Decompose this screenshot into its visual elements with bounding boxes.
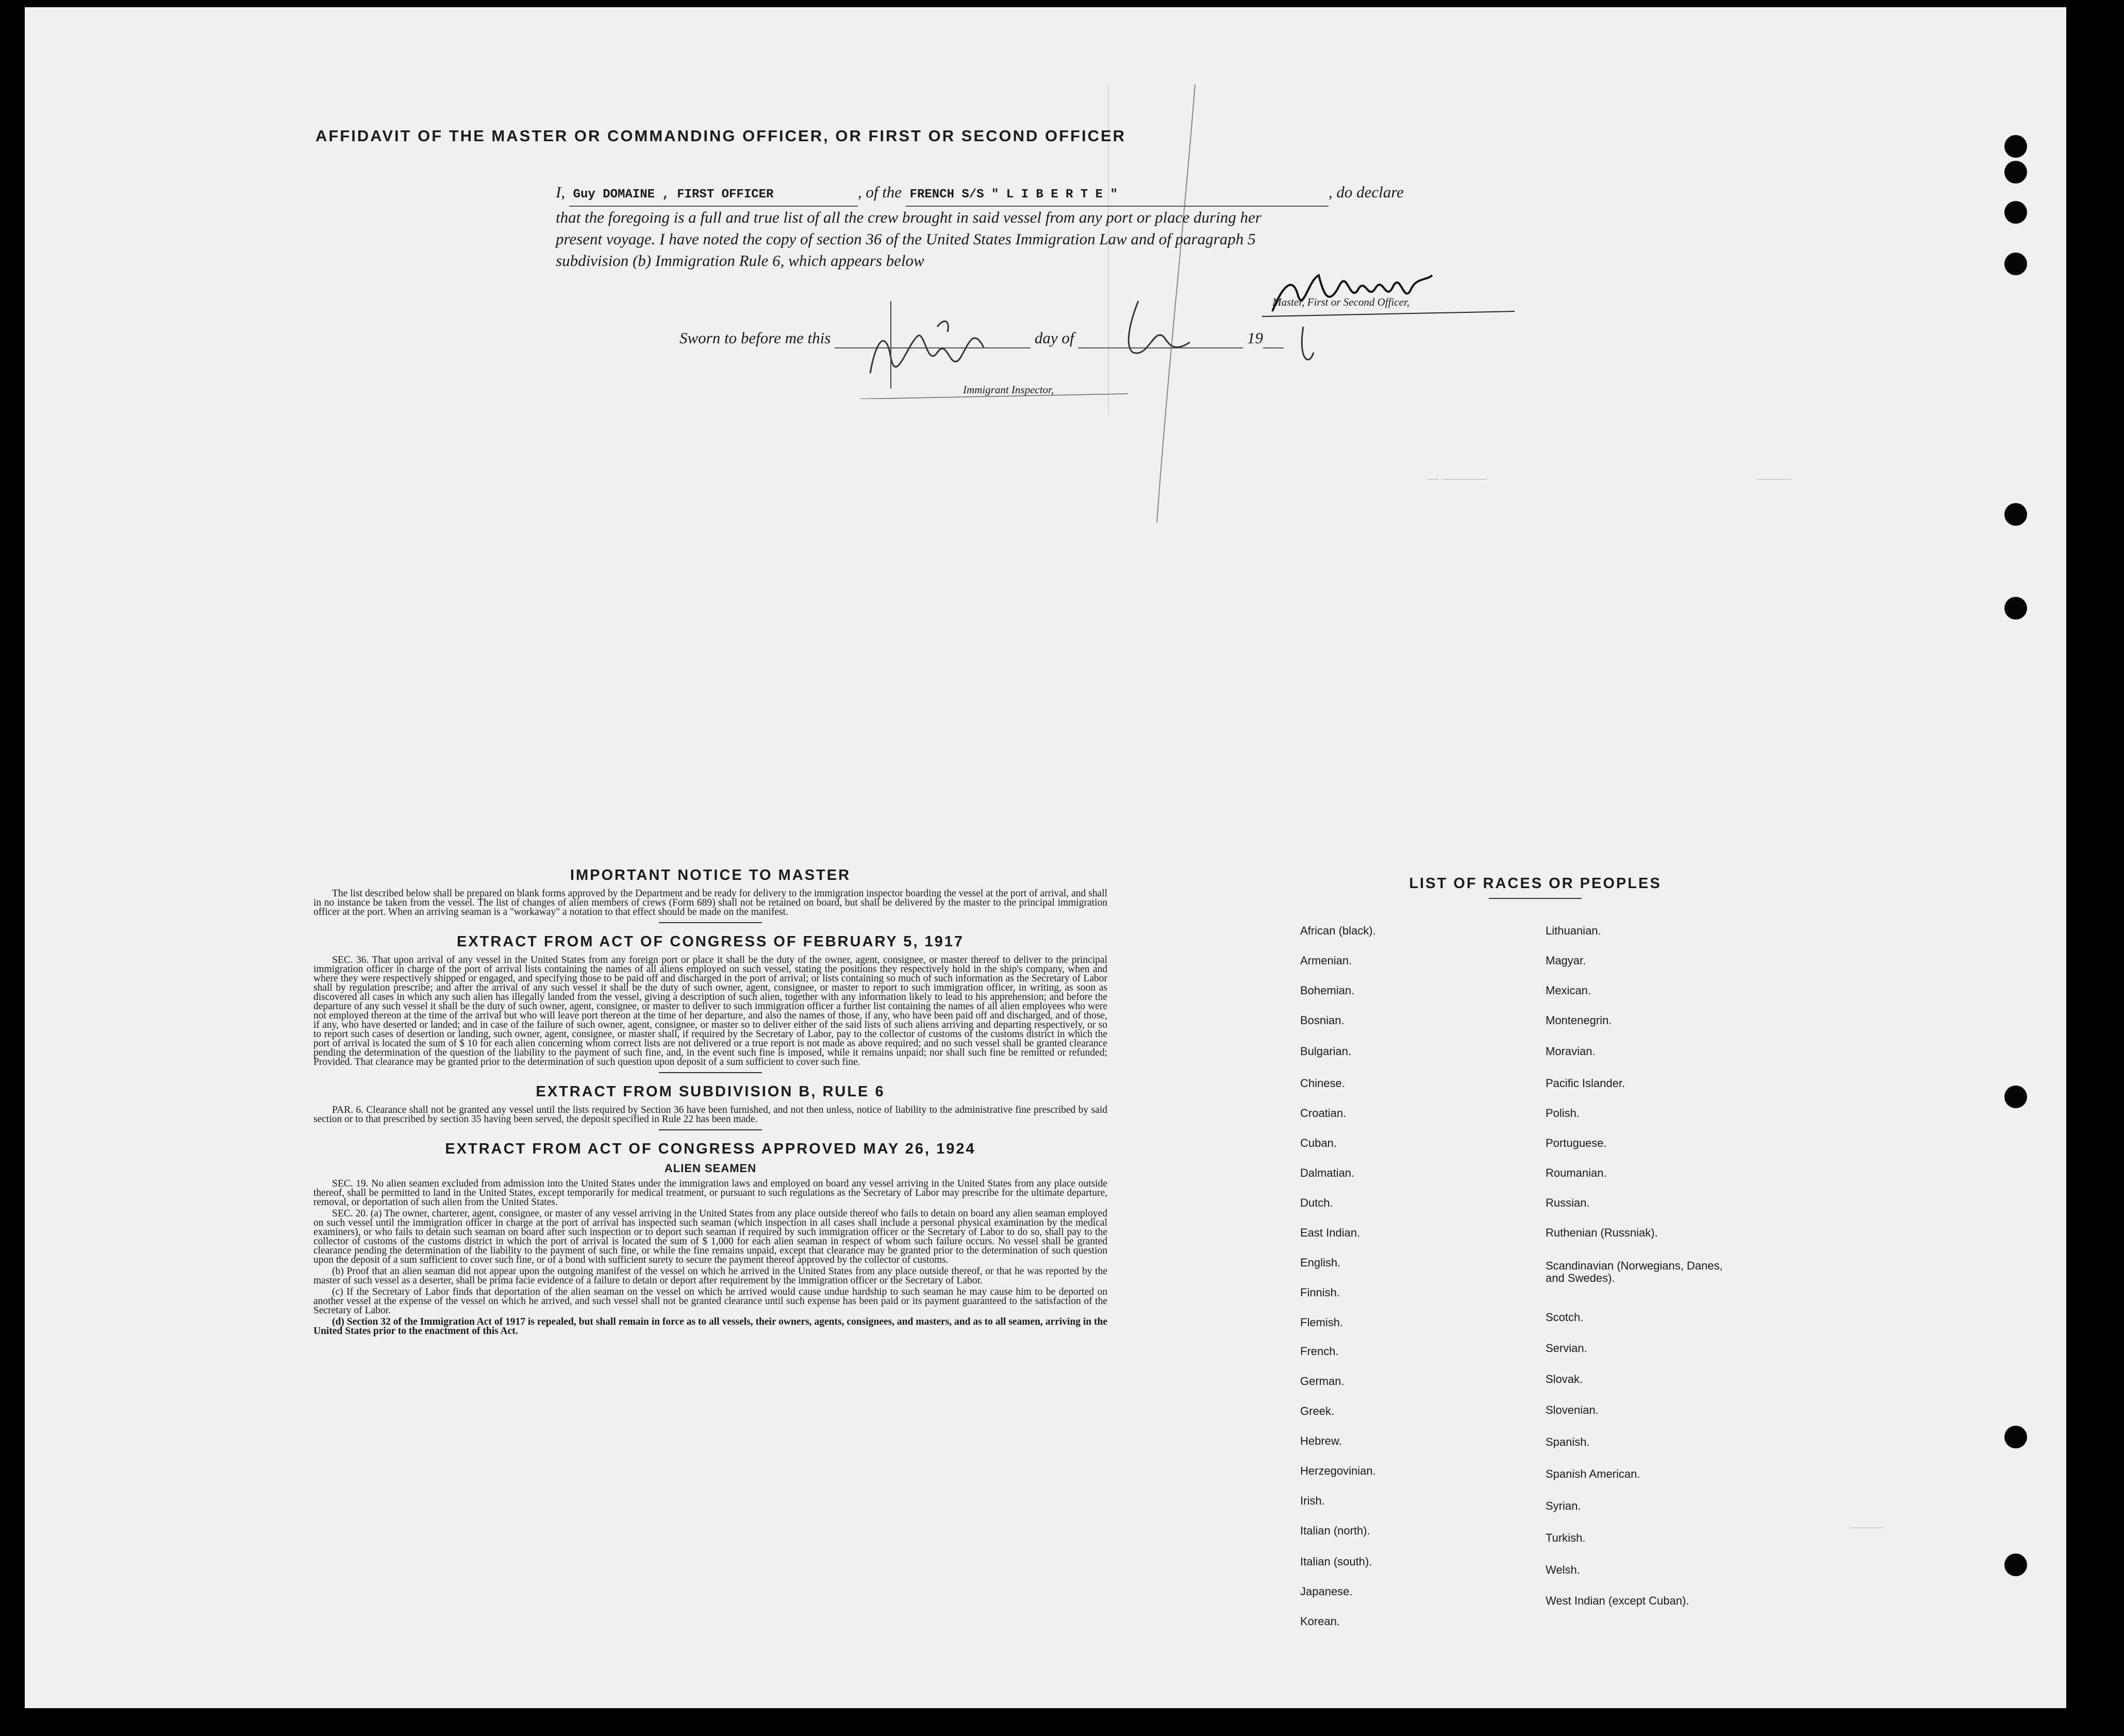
declaration-do-declare: , do declare — [1328, 183, 1404, 201]
race-item: Korean. — [1300, 1615, 1340, 1628]
race-item: Polish. — [1546, 1107, 1580, 1120]
extract-1924-sec20c: (c) If the Secretary of Labor finds that deportation of the alien seaman on the vessel on which he arrived would cause undue hardship to such seaman he may cause him to be deported on another vessel at the expense of the vessel on which he arrived, and such vessel shall not be granted clearance until such expense has been paid or its payment guaranteed to the satisfaction of the Secretary of Labor. — [313, 1287, 1107, 1316]
extract-1924-subtitle: ALIEN SEAMEN — [664, 1162, 757, 1175]
notice-text: The list described below shall be prepared on blank forms approved by the Department and be ready for delivery to the immigration inspector boarding the vessel at the port of arrival, and shall in no instance be taken from the vessel. The list of changes of alien members of crews (Form 689) shall not be retained on board, but shall be delivered by the master to the principal immigration officer at the port. When an arriving seaman is a "workaway" a notation to that effect should be made on the manifest. — [313, 888, 1107, 917]
sworn-label: Sworn to before me this — [679, 329, 831, 347]
race-item: German. — [1300, 1375, 1345, 1388]
race-item: Welsh. — [1546, 1563, 1580, 1576]
punch-hole — [2004, 1554, 2027, 1576]
race-item: Spanish American. — [1546, 1467, 1640, 1480]
race-item: Flemish. — [1300, 1316, 1343, 1329]
extract-rule6-title: EXTRACT FROM SUBDIVISION B, RULE 6 — [536, 1083, 885, 1100]
extract-1917-text: SEC. 36. That upon arrival of any vessel in the United States from any foreign port or place it shall be the duty of the owner, agent, consignee, or master thereof to deliver to the principal immigration officer in charge of the port of arrival lists containing the names of all aliens employed on such vessel, stating the positions they respectively hold in the ship's company, when and where they were respectively shipped or engaged, and specifying those to be paid off and discharged in the port of arrival; or lists containing so much of such information as the Secretary of Labor shall by regulation prescribe; and after the arrival of any such vessel it shall be the duty of such owner, agent, consignee, or master to report to such immigration officer, in writing, as soon as discovered all cases in which any such alien has illegally landed from the vessel, giving a description of such alien, together with any information likely to lead to his apprehension; and before the departure of any such vessel it shall be the duty of such owner, agent, consignee, or master to deliver to such immigration officer a further list containing the names of all alien employees who were not employed thereon at the time of the arrival but who will leave port thereon at the time of her departure, and also the names of those, if any, who have been paid off and discharged, and of those, if any, who have deserted or landed; and in case of the failure of such owner, agent, consignee, or master so to deliver either of the said lists of such aliens arriving and departing respectively, or so to report such cases of desertion or landing, such owner, agent, consignee, or master shall, if required by the Secretary of Labor, pay to the collector of customs of the customs district in which the port of arrival is located the sum of $ 10 for each alien concerning whom correct lists are not delivered or a true report is not made as above required; and no such vessel shall be granted clearance pending the determination of the question of the liability to the payment of such fine, and, in the event such fine is imposed, while it remains unpaid; nor shall such fine be remitted or refunded; Provided. That clearance may be granted prior to the determination of such question upon deposit of a sum sufficient to cover such fine. — [313, 955, 1107, 1067]
race-item: Bohemian. — [1300, 984, 1355, 997]
race-item: Italian (south). — [1300, 1555, 1372, 1568]
day-of-label: day of — [1034, 329, 1074, 347]
race-item: Turkish. — [1546, 1531, 1586, 1544]
race-item: Bosnian. — [1300, 1014, 1345, 1027]
declaration-line-3: present voyage. I have noted the copy of section 36 of the United States Immigration Law and of paragraph 5 — [556, 230, 1256, 248]
declaration-line-2: that the foregoing is a full and true list of all the crew brought in said vessel from any port or place during her — [556, 208, 1262, 226]
race-item: Syrian. — [1546, 1499, 1581, 1512]
race-item: Servian. — [1546, 1342, 1587, 1355]
punch-hole — [2004, 135, 2027, 158]
race-item: Magyar. — [1546, 954, 1586, 967]
race-item: Spanish. — [1546, 1435, 1590, 1448]
punch-hole — [2004, 1086, 2027, 1108]
inspector-signature — [860, 296, 1401, 399]
race-item: French. — [1300, 1345, 1339, 1358]
document-page — [25, 7, 2066, 1708]
race-item: East Indian. — [1300, 1226, 1360, 1239]
race-item: Herzegovinian. — [1300, 1464, 1376, 1477]
year-prefix: 19 — [1247, 329, 1263, 347]
extract-1917-title: EXTRACT FROM ACT OF CONGRESS OF FEBRUARY 5, 1917 — [456, 933, 965, 950]
affidavit-title: AFFIDAVIT OF THE MASTER OR COMMANDING OFFICER, OR FIRST OR SECOND OFFICER — [315, 127, 1126, 145]
bleed-through-text: ――― — [1850, 1521, 1884, 1533]
officer-name-field: Guy DOMAINE , FIRST OFFICER — [573, 188, 774, 202]
race-item: Slovak. — [1546, 1373, 1583, 1386]
race-item: Chinese. — [1300, 1077, 1345, 1090]
race-item: Russian. — [1546, 1196, 1590, 1209]
bleed-through-text: ――― — [1757, 472, 1791, 485]
race-item: Irish. — [1300, 1494, 1325, 1507]
race-item: Cuban. — [1300, 1137, 1337, 1149]
race-item: Croatian. — [1300, 1107, 1347, 1120]
punch-hole — [2004, 161, 2027, 183]
race-item: Ruthenian (Russniak). — [1546, 1226, 1658, 1239]
race-item: Bulgarian. — [1300, 1045, 1352, 1058]
extract-1924-sec20d: (d) Section 32 of the Immigration Act of 1917 is repealed, but shall remain in force as to all vessels, their owners, agents, consignees, and masters, and as to all seamen, arriving in the United States prior to the enactment of this Act. — [313, 1316, 1107, 1337]
race-item: West Indian (except Cuban). — [1546, 1594, 1689, 1607]
race-item: Greek. — [1300, 1405, 1335, 1417]
race-item: Finnish. — [1300, 1286, 1340, 1299]
race-item: Japanese. — [1300, 1585, 1353, 1598]
punch-hole — [2004, 503, 2027, 526]
race-item: Roumanian. — [1546, 1166, 1607, 1179]
affidavit-declaration — [556, 181, 1535, 272]
race-item: Dutch. — [1300, 1196, 1333, 1209]
declaration-of-the: , of the — [857, 183, 902, 201]
extract-1924-sec19: SEC. 19. No alien seamen excluded from admission into the United States under the immigration laws and employed on board any vessel arriving in the United States from any place outside thereof, shall be permitted to land in the United States, except temporarily for medical treatment, or pursuant to such regulations as the Secretary of Labor may prescribe for the ultimate departure, removal, or deportation of such alien from the United States. — [313, 1178, 1107, 1208]
race-item: Montenegrin. — [1546, 1014, 1612, 1027]
officer-title-label: Master, First or Second Officer, — [1272, 296, 1409, 308]
race-item: Armenian. — [1300, 954, 1352, 967]
extract-rule6-text: PAR. 6. Clearance shall not be granted any vessel until the lists required by Section 36 have been furnished, and not then unless, notice of liability to the administrative fine prescribed by said section or to that prescribed by section 35 having been served, the deposit specified in Rule 22 has been made. — [313, 1105, 1107, 1125]
race-item: Moravian. — [1546, 1045, 1596, 1058]
punch-hole — [2004, 253, 2027, 275]
race-item: English. — [1300, 1256, 1341, 1269]
race-item: Lithuanian. — [1546, 924, 1601, 937]
section-divider — [659, 1129, 762, 1130]
race-item: Italian (north). — [1300, 1524, 1370, 1537]
extract-1924-sec20a: SEC. 20. (a) The owner, charterer, agent, consignee, or master of any vessel arriving in the United States from any place outside thereof who fails to detain on board any alien seaman employed on such vessel until the immigration officer in charge at the port of arrival has inspected such seaman (which inspection in all cases shall include a personal physical examination by the medical examiners), or who fails to detain such seaman on board after such inspection or to deport such seaman if required by such immigration officer or the Secretary of Labor to do so, shall pay to the collector of customs of the customs district in which the port of arrival is located the sum of $ 1,000 for each alien seaman in respect of whom such failure occurs. No vessel shall be granted clearance pending the determination of the liability to the payment of such fine, or while the fine remains unpaid, except that clearance may be granted prior to the determination of such question upon the deposit of a sum sufficient to cover such fine, or of a bond with sufficient surety to secure the payment thereof approved by the collector of customs. — [313, 1208, 1107, 1265]
race-item: Scotch. — [1546, 1311, 1584, 1324]
vessel-name-field: FRENCH S/S " L I B E R T E " — [909, 188, 1118, 202]
extract-1924-sec20b: (b) Proof that an alien seaman did not appear upon the outgoing manifest of the vessel on which he arrived in the United States from any place outside thereof, or that he was reported by the master of such vessel as a deserter, shall be prima facie evidence of a failure to detain or deport after requirement by the immigration officer or the Secretary of Labor. — [313, 1266, 1107, 1286]
inspector-label: Immigrant Inspector, — [963, 383, 1054, 396]
punch-hole — [2004, 201, 2027, 224]
extract-1924-title: EXTRACT FROM ACT OF CONGRESS APPROVED MAY 26, 1924 — [445, 1141, 976, 1157]
race-item: Mexican. — [1546, 984, 1591, 997]
punch-hole — [2004, 1426, 2027, 1448]
notice-column — [313, 867, 1107, 1338]
race-item: Slovenian. — [1546, 1404, 1599, 1416]
punch-hole — [2004, 597, 2027, 620]
declaration-i: I, — [556, 183, 566, 201]
section-divider — [659, 1072, 762, 1073]
race-item: African (black). — [1300, 924, 1376, 937]
race-item: Dalmatian. — [1300, 1166, 1355, 1179]
races-title: LIST OF RACES OR PEOPLES — [1409, 875, 1662, 892]
bleed-through-text: ― ―――― — [1427, 472, 1487, 485]
section-divider — [659, 922, 762, 923]
declaration-line-4: subdivision (b) Immigration Rule 6, which appears below — [556, 252, 924, 270]
races-title-rule — [1489, 898, 1582, 899]
race-item: Scandinavian (Norwegians, Danes, and Swedes). — [1546, 1259, 1723, 1284]
race-item: Hebrew. — [1300, 1434, 1342, 1447]
notice-title: IMPORTANT NOTICE TO MASTER — [570, 867, 851, 883]
race-item: Pacific Islander. — [1546, 1077, 1625, 1090]
race-item: Portuguese. — [1546, 1137, 1607, 1149]
